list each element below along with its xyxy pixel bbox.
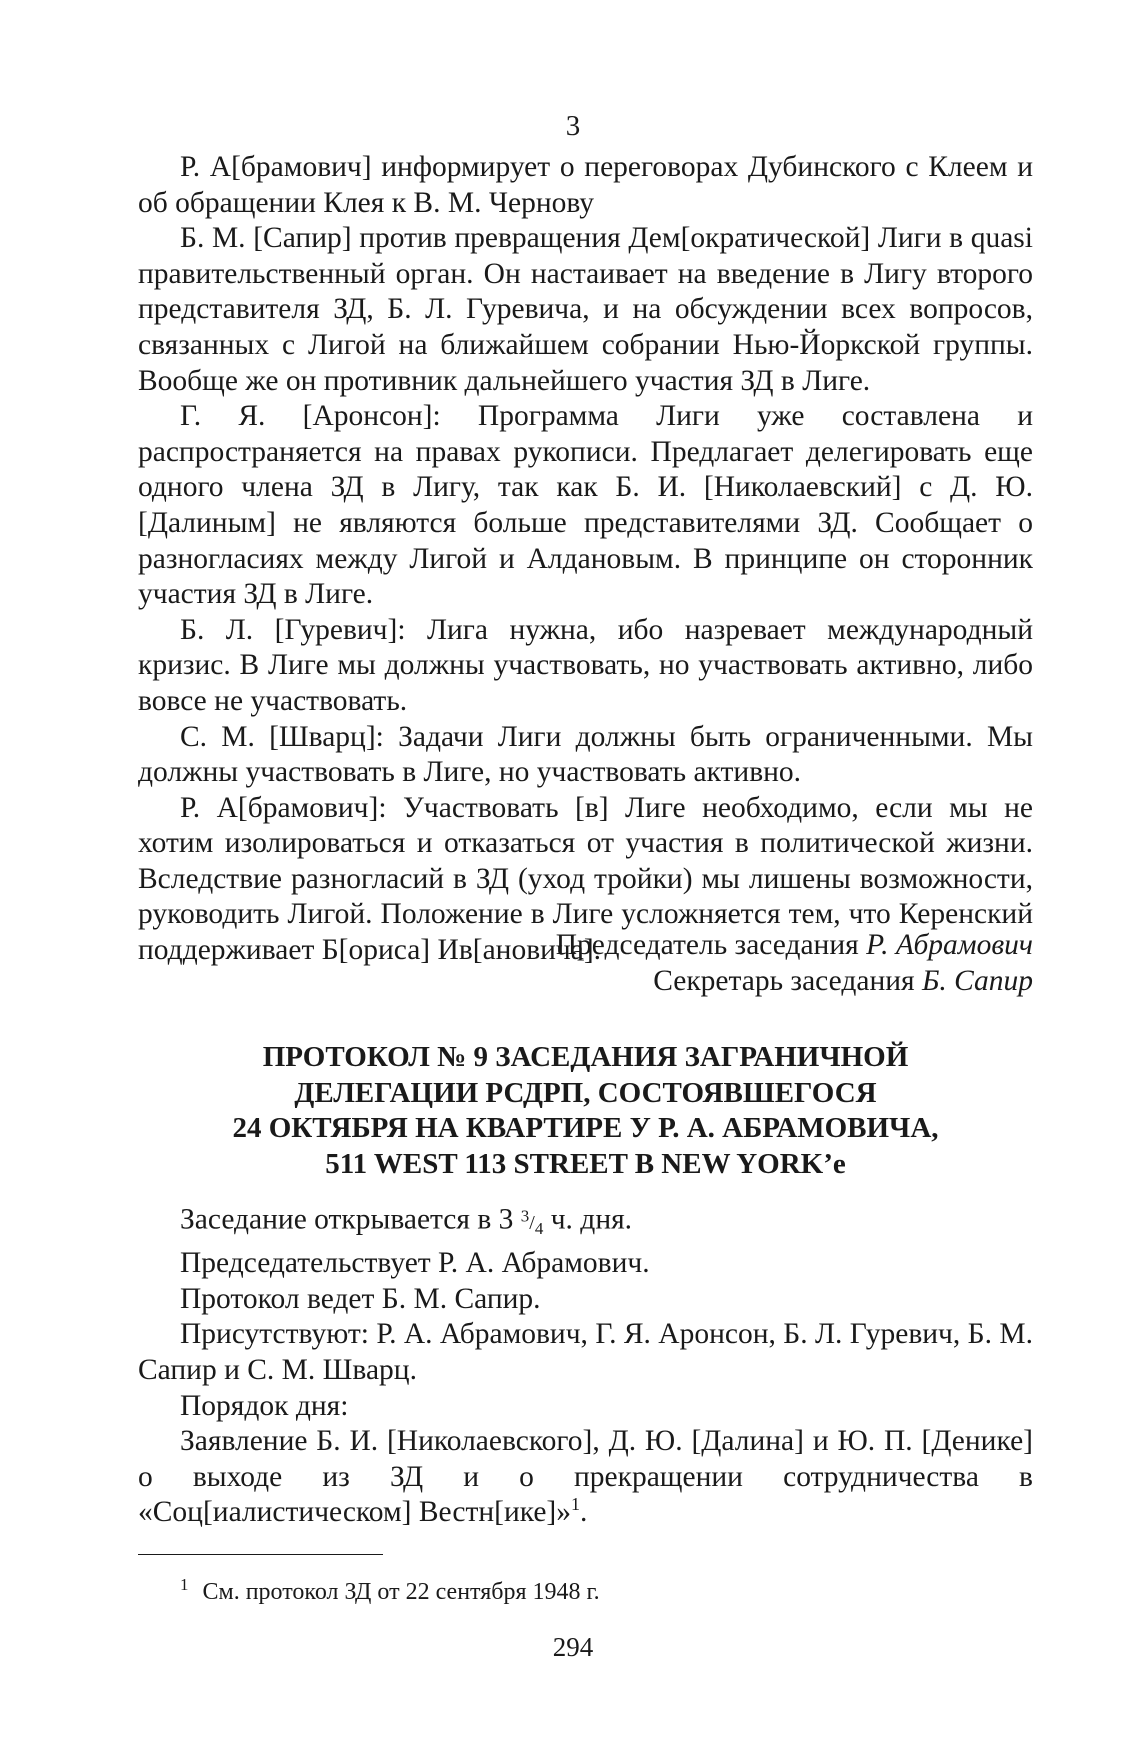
footnote-divider [138, 1554, 383, 1555]
agenda-end: . [580, 1496, 588, 1529]
paragraph: Председательствует Р. А. Абрамович. [180, 1247, 650, 1280]
paragraph: Б. М. [Сапир] против превращения Дем[ократической] Лиги в quasi правительственный орган. Он настаивает на введение в Лигу второго представителя ЗД, Б. Л. Гуревича, и на обсуждении всех вопросов, связанных с Лигой на ближайшем собрании Нью-Йоркской группы. Вообще же он противник дальнейшего участия ЗД в Лиге. [138, 222, 1033, 397]
heading-line: 24 ОКТЯБРЯ НА КВАРТИРЕ У Р. А. АБРАМОВИЧА, [232, 1112, 939, 1144]
time-fraction [520, 1206, 544, 1238]
heading-line: ДЕЛЕГАЦИИ РСДРП, СОСТОЯВШЕГОСЯ [294, 1076, 877, 1109]
opening-suffix: ч. дня. [543, 1203, 633, 1236]
secretary-signature [653, 963, 1033, 999]
chair-signature [556, 927, 1033, 963]
minutes-opening [138, 1198, 1033, 1531]
fraction-denominator: 4 [534, 1218, 544, 1238]
opening-paragraph [138, 1198, 1033, 1246]
fraction-slash: / [529, 1211, 535, 1234]
agenda-text: Заявление Б. И. [Николаевского], Д. Ю. [Далина] и Ю. П. [Денике] о выходе из ЗД и о прекращении сотрудничества в «Соц[иалистическом] Вестн[ике]» [138, 1425, 1033, 1529]
chair-label: Председатель заседания [555, 929, 859, 961]
fraction-numerator: 3 [520, 1206, 530, 1225]
paragraph: Р. А[брамович] информирует о переговорах Дубинского с Клеем и об обращении Клея к В. М. Чернову [138, 151, 1033, 219]
page-number: 294 [552, 1632, 594, 1662]
agenda-item [138, 1424, 1033, 1531]
footnote-mark: 1 [180, 1575, 189, 1594]
heading-line: ПРОТОКОЛ № 9 ЗАСЕДАНИЯ ЗАГРАНИЧНОЙ [262, 1041, 909, 1073]
opening-prefix: Заседание открывается в 3 [180, 1203, 521, 1236]
footnote-reference[interactable]: 1 [571, 1494, 581, 1515]
secretary-label: Секретарь заседания [653, 965, 915, 997]
paragraph: С. М. [Шварц]: Задачи Лиги должны быть ограниченными. Мы должны участвовать в Лиге, но участвовать активно. [138, 720, 1033, 789]
paragraph: Порядок дня: [180, 1389, 349, 1422]
paragraph: Протокол ведет Б. М. Сапир. [180, 1282, 541, 1315]
paragraph: Присутствуют: Р. А. Абрамович, Г. Я. Аронсон, Б. Л. Гуревич, Б. М. Сапир и С. М. Шварц. [138, 1318, 1033, 1387]
minutes-discussion [138, 150, 1033, 969]
heading-line: 511 WEST 113 STREET В NEW YORK’е [325, 1147, 846, 1180]
chair-name: Р. Абрамович [866, 929, 1033, 961]
paragraph: Г. Я. [Аронсон]: Программа Лиги уже составлена и распространяется на правах рукописи. Предлагает делегировать еще одного члена ЗД в Лигу, так как Б. И. [Николаевский] с Д. Ю. [Далиным] не являются больше представителями ЗД. Сообщает о разногласиях между Лигой и Алдановым. В принципе он сторонник участия ЗД в Лиге. [138, 400, 1033, 611]
secretary-name: Б. Сапир [921, 965, 1033, 997]
paragraph: Б. Л. [Гуревич]: Лига нужна, ибо назревает международный кризис. В Лиге мы должны участвовать, но участвовать активно, либо вовсе не участвовать. [138, 613, 1033, 717]
paragraph: Р. А[брамович]: Участвовать [в] Лиге необходимо, если мы не хотим изолироваться и отказаться от участия в политической жизни. Вследствие разногласий в ЗД (уход тройки) мы лишены возможности, руководить Лигой. Положение в Лиге усложняется тем, что Керенский поддерживает Б[ориса] Ив[ановича]. [138, 791, 1033, 967]
footnote-text: См. протокол ЗД от 22 сентября 1948 г. [202, 1579, 600, 1605]
protocol-heading [138, 1040, 1033, 1182]
footnote [180, 1570, 1030, 1607]
section-number: 3 [565, 110, 581, 142]
